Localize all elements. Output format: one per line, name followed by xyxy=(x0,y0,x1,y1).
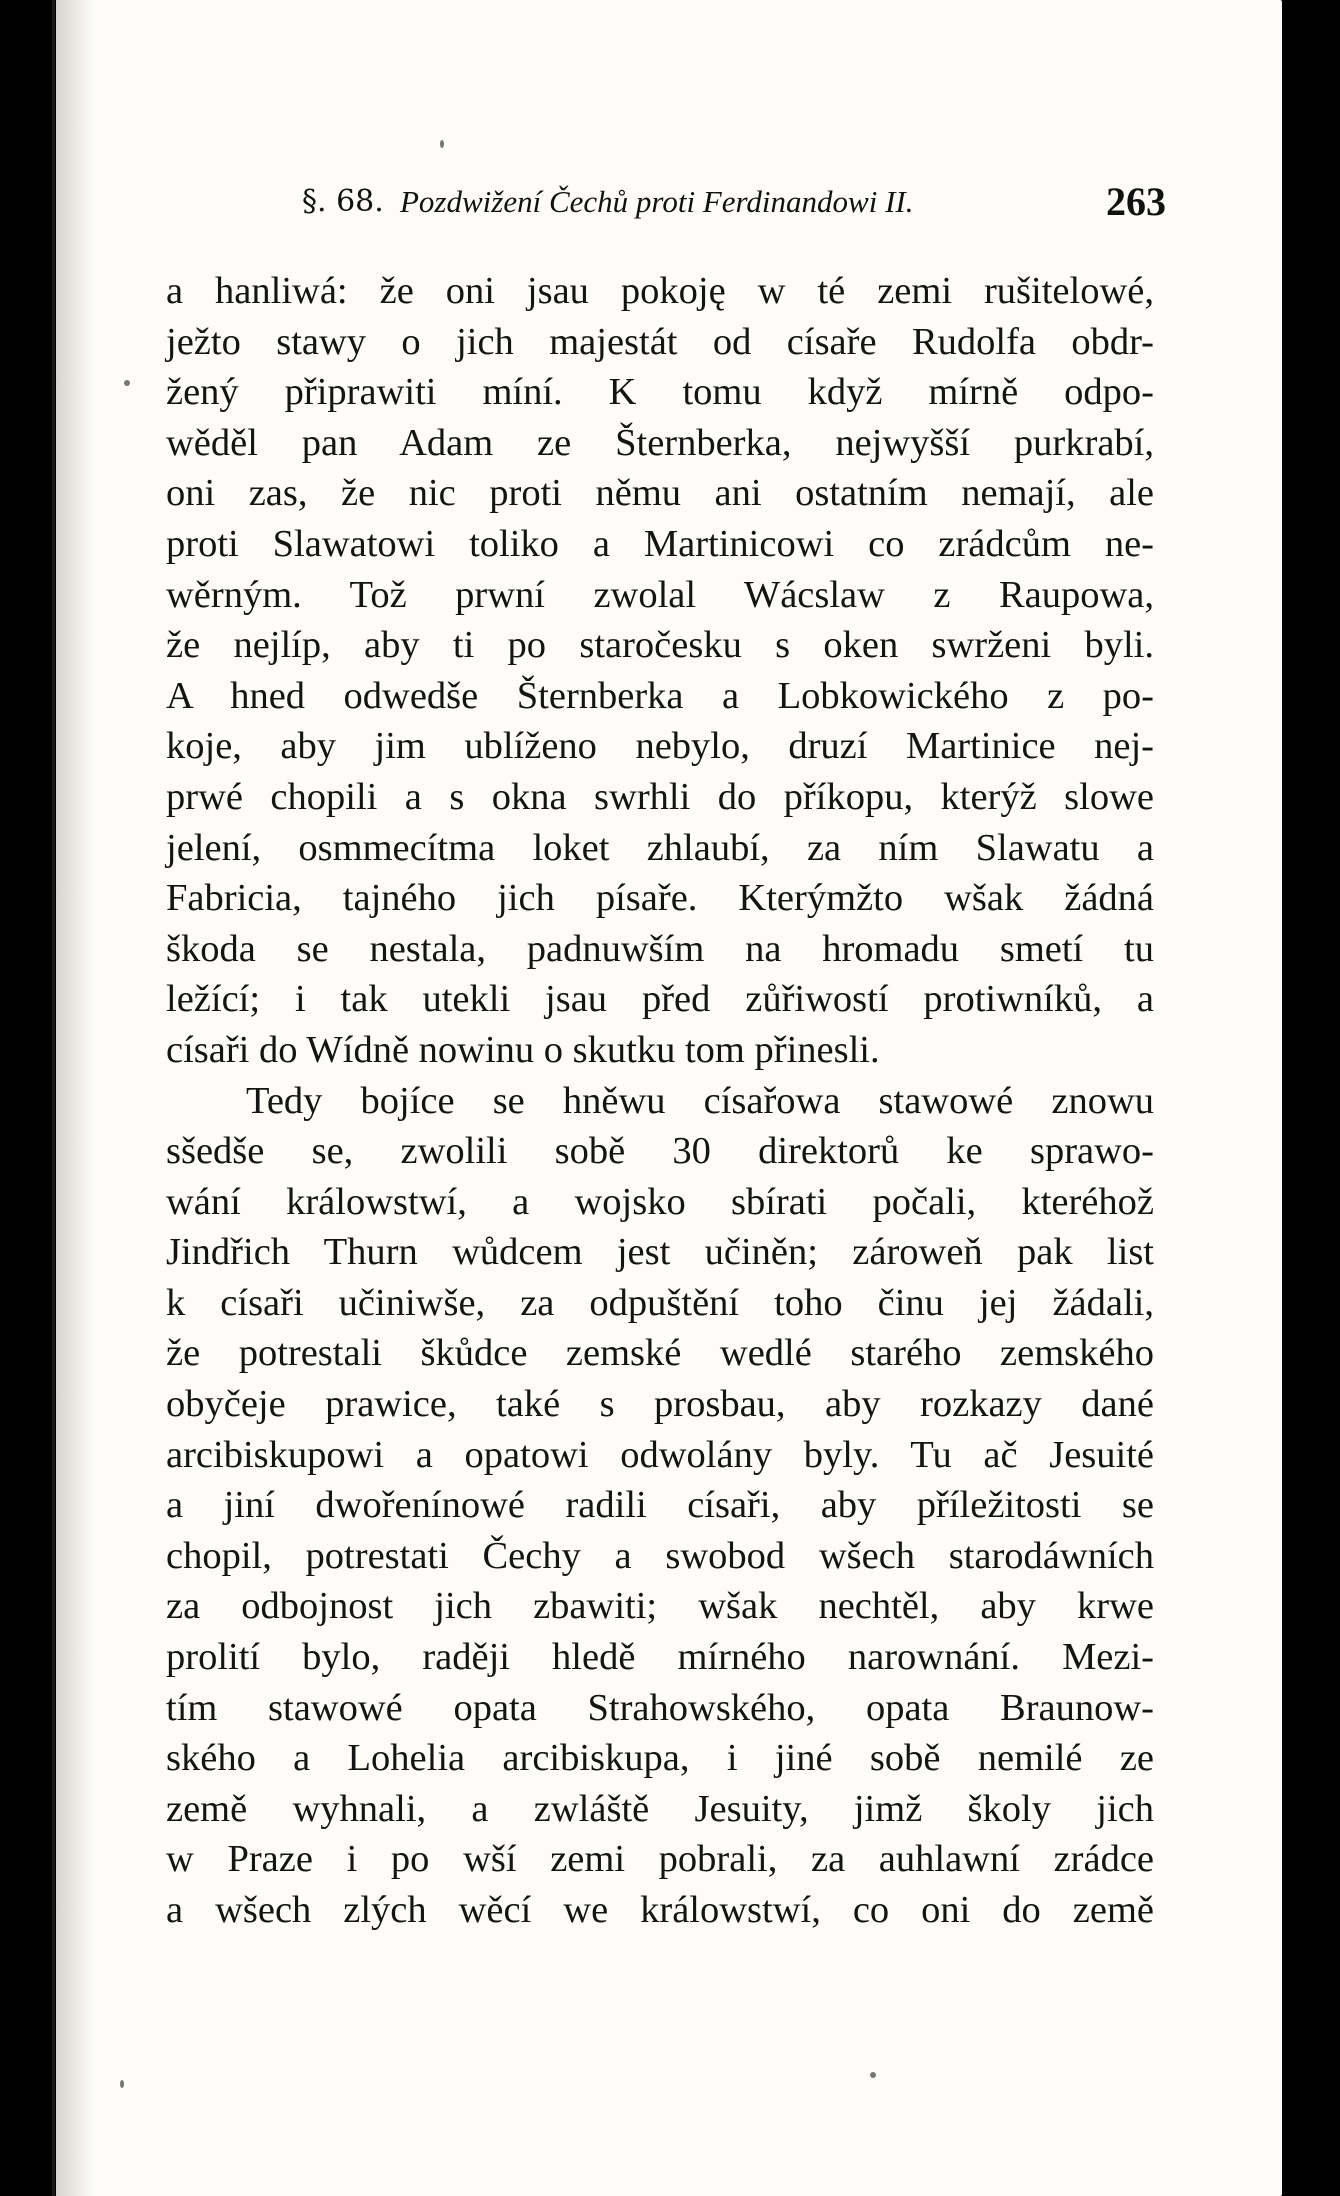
text-line: k císaři učiniwše, za odpuštění toho činu jej žádali, xyxy=(166,1281,1154,1324)
ink-speck xyxy=(120,2080,124,2088)
text-line: císaři do Wídně nowinu o skutku tom přinesli. xyxy=(166,1028,880,1071)
text-line: škoda se nestala, padnuwším na hromadu smetí tu xyxy=(166,927,1154,970)
text-line: tím stawowé opata Strahowského, opata Braunow- xyxy=(166,1686,1154,1729)
text-line: proti Slawatowi toliko a Martinicowi co zrádcům ne- xyxy=(166,522,1154,565)
text-line: arcibiskupowi a opatowi odwolány byly. Tu ač Jesuité xyxy=(166,1433,1154,1476)
running-header xyxy=(302,176,1166,236)
text-line: wěrným. Tož prwní zwolal Wácslaw z Raupowa, xyxy=(166,573,1154,616)
text-line: prwé chopili a s okna swrhli do příkopu, kterýž slowe xyxy=(166,775,1154,818)
text-line: země wyhnali, a zwláště Jesuity, jimž školy jich xyxy=(166,1787,1154,1830)
text-line: A hned odwedše Šternberka a Lobkowického z po- xyxy=(166,674,1154,717)
running-title: Pozdwižení Čechů proti Ferdinandowi II. xyxy=(400,184,914,219)
text-line: ležící; i tak utekli jsau před zůřiwostí protiwníků, a xyxy=(166,978,1154,1021)
gutter-shadow xyxy=(56,0,94,2196)
text-line: ského a Lohelia arcibiskupa, i jiné sobě nemilé ze xyxy=(166,1737,1154,1780)
section-number: §. 68. xyxy=(302,184,384,219)
ink-speck xyxy=(440,140,444,148)
text-line: oni zas, že nic proti němu ani ostatním nemají, ale xyxy=(166,472,1154,515)
text-line: obyčeje prawice, také s prosbau, aby rozkazy dané xyxy=(166,1383,1154,1426)
body-text xyxy=(166,266,1154,1936)
ink-speck xyxy=(124,380,130,386)
text-line: že potrestali škůdce zemské wedlé starého zemského xyxy=(166,1332,1154,1375)
text-line: wání králowstwí, a wojsko sbírati počali, kteréhož xyxy=(166,1180,1154,1223)
text-line: koje, aby jim ublíženo nebylo, druzí Martinice nej- xyxy=(166,725,1154,768)
page-edge-line xyxy=(52,0,55,2196)
text-line: Jindřich Thurn wůdcem jest učiněn; zároweň pak list xyxy=(166,1231,1154,1274)
ink-speck xyxy=(870,2072,876,2078)
text-line: že nejlíp, aby ti po staročesku s oken swrženi byli. xyxy=(166,624,1154,667)
text-line: žený připrawiti míní. K tomu když mírně odpo- xyxy=(166,371,1154,414)
text-line: wěděl pan Adam ze Šternberka, nejwyšší purkrabí, xyxy=(166,421,1154,464)
text-line: a jiní dwořenínowé radili císaři, aby příležitosti se xyxy=(166,1484,1154,1527)
text-line: za odbojnost jich zbawiti; wšak nechtěl, aby krwe xyxy=(166,1585,1154,1628)
text-line: ježto stawy o jich majestát od císaře Rudolfa obdr- xyxy=(166,320,1154,363)
text-line: a wšech zlých wěcí we králowstwí, co oni do země xyxy=(166,1889,1154,1931)
text-line: sšedše se, zwolili sobě 30 direktorů ke sprawo- xyxy=(166,1130,1154,1173)
text-line: w Praze i po wší zemi pobrali, za auhlawní zrádce xyxy=(166,1838,1154,1881)
text-line: Fabricia, tajného jich písaře. Kterýmžto wšak žádná xyxy=(166,877,1154,920)
text-line: a hanliwá: že oni jsau pokoję w té zemi rušitelowé, xyxy=(166,270,1154,312)
page-number: 263 xyxy=(1106,179,1166,224)
text-line: jelení, osmmecítma loket zhlaubí, za ním Slawatu a xyxy=(166,826,1154,869)
text-line: prolití bylo, raději hledě mírného narownání. Mezi- xyxy=(166,1636,1154,1679)
text-line: chopil, potrestati Čechy a swobod wšech starodáwních xyxy=(166,1534,1154,1577)
text-line: Tedy bojíce se hněwu císařowa stawowé znowu xyxy=(246,1079,1154,1122)
